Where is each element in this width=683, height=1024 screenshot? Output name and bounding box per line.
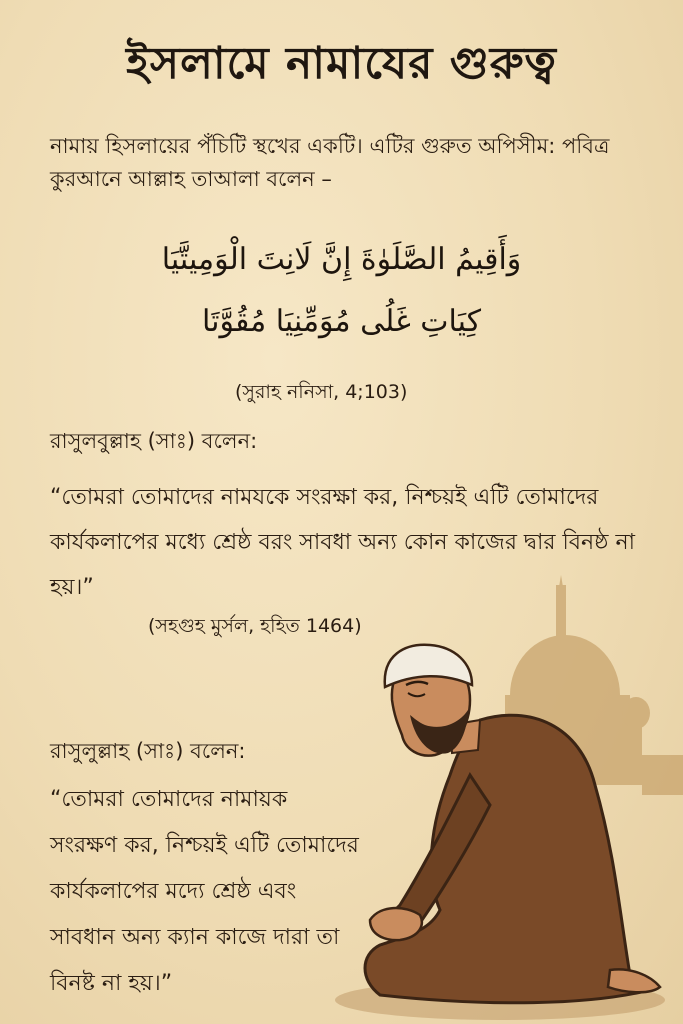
intro-paragraph: নামায় হিসলায়ের পঁচিটি স্থখের একটি। এটির গুরুত অপিসীম: পবিত্র কুরআনে আল্লাহ তাআলা বলেন – — [50, 134, 610, 191]
hadith-1-speaker: রাসুলবুল্লাহ (সাঃ) বলেন: — [50, 429, 258, 453]
arabic-verse-line-1: وَأَقِيمُ الصَّلَوٰةَ إِنَّ لَانِتَ الْوَمِيتَّيَا — [161, 242, 522, 277]
praying-man-illustration — [330, 575, 683, 1024]
hadith-2-quote: “তোমরা তোমাদের নামায়ক সংরক্ষণ কর, নিশ্চয়ই এটি তোমাদের কার্যকলাপের মদ্যে শ্রেষ্ঠ এবং সাবধান অন্য ক্যান কাজে দারা তা বিনষ্ট না হয়।” — [50, 787, 359, 996]
hadith-1-quote: “তোমরা তোমাদের নামযকে সংরক্ষা কর, নিশ্চয়ই এটি তোমাদের কার্যকলাপের মধ্যে শ্রেষ্ঠ বরং সাবধা অন্য কোন কাজের দ্বার বিনষ্ঠ না হয়।” — [50, 485, 635, 600]
quran-citation: (সুরাহ ননিসা, 4;103) — [235, 381, 408, 403]
hands — [370, 908, 422, 940]
foot — [608, 969, 660, 992]
hadith-1-citation: (সহগুহ মুর্সল, হহিত 1464) — [148, 615, 362, 637]
arabic-verse-line-2: كِيَاتِ غَلُى مُوَمِّنِيَا مُقُوَّتَا — [201, 304, 482, 339]
hadith-2-speaker: রাসুলুল্লাহ (সাঃ) বলেন: — [50, 739, 246, 763]
page-title: ইসলামে নামাযের গুরুত্ব — [126, 38, 557, 89]
